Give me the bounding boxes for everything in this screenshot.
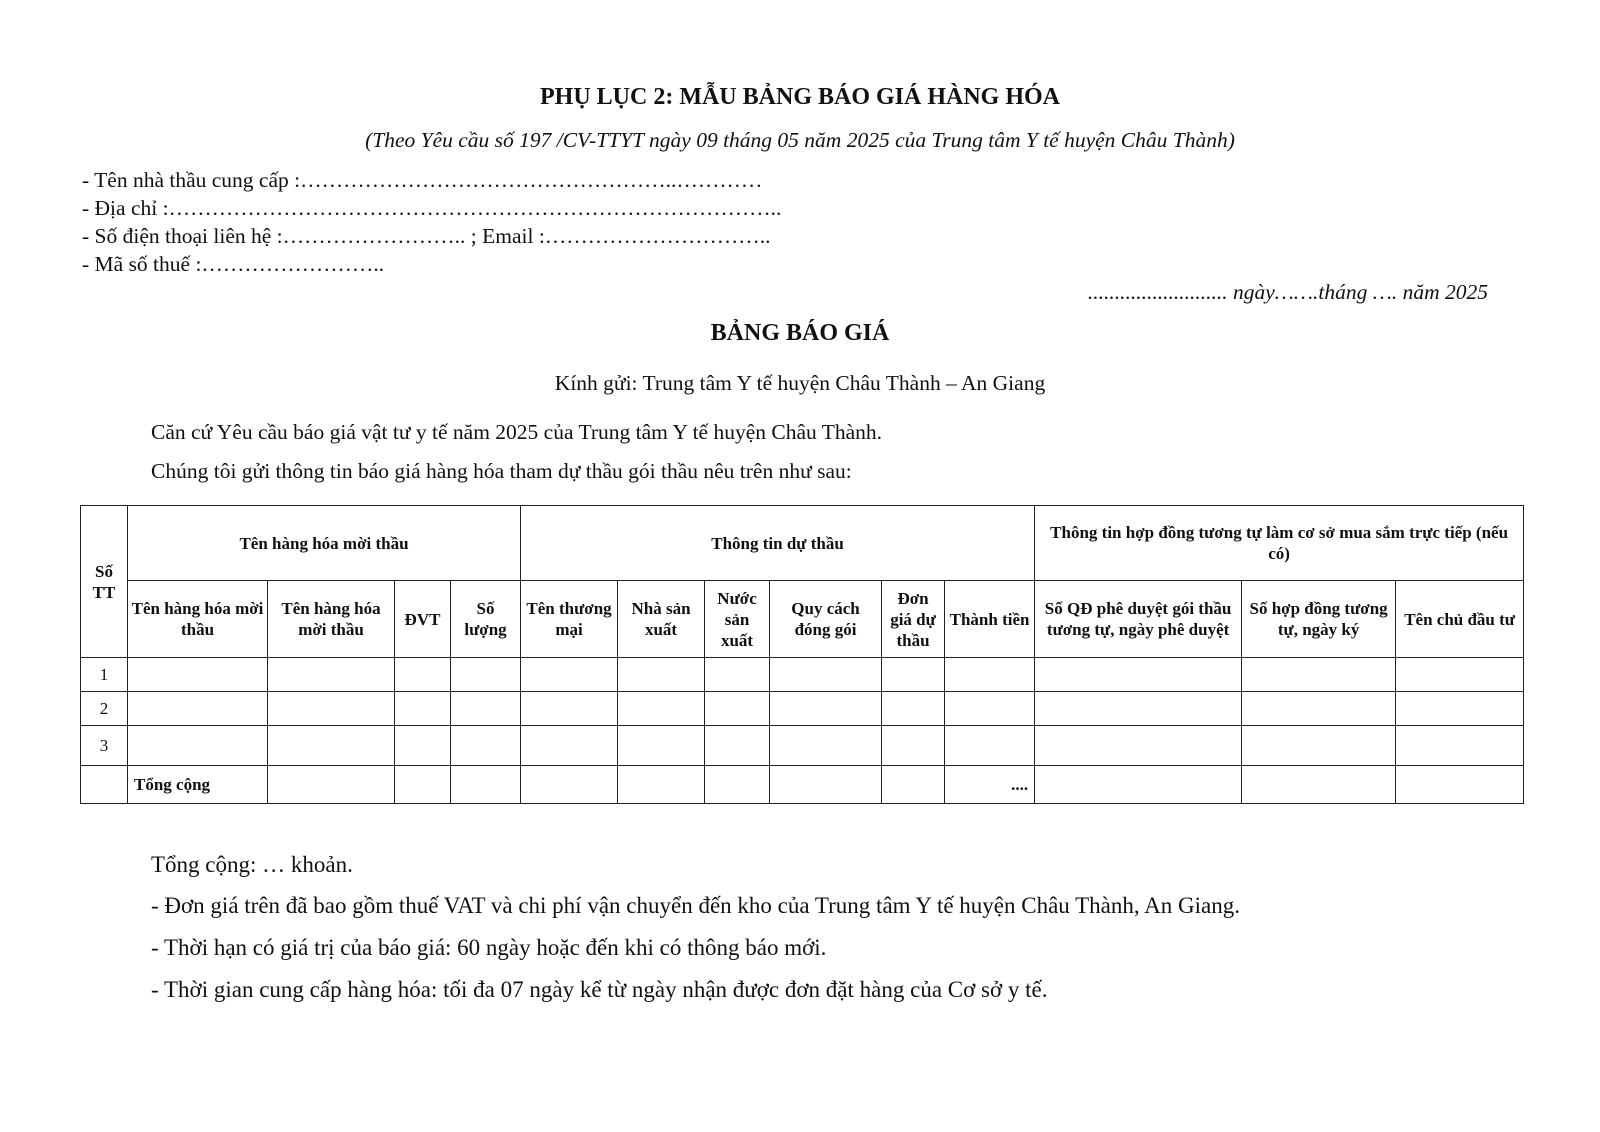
subheader-quantity: Số lượng — [451, 581, 521, 658]
table-cell[interactable] — [1242, 726, 1396, 766]
subheader-decision-number: Số QĐ phê duyệt gói thầu tương tự, ngày phê duyệt — [1035, 581, 1242, 658]
table-cell[interactable] — [395, 692, 451, 726]
table-cell[interactable] — [1035, 658, 1242, 692]
table-cell[interactable] — [705, 692, 770, 726]
table-cell[interactable] — [618, 692, 705, 726]
subheader-manufacturer: Nhà sản xuất — [618, 581, 705, 658]
note-vat: - Đơn giá trên đã bao gồm thuế VAT và chi phí vận chuyển đến kho của Trung tâm Y tế huyện Châu Thành, An Giang. — [151, 893, 1240, 918]
phone-email-field: - Số điện thoại liên hệ :…………………….. ; Email :………………………….. — [82, 224, 771, 248]
table-cell[interactable] — [268, 726, 395, 766]
table-cell[interactable] — [705, 658, 770, 692]
table-cell[interactable] — [521, 658, 618, 692]
table-cell[interactable] — [705, 726, 770, 766]
date-line: .......................... ngày…….tháng …. năm 2025 — [1087, 280, 1488, 304]
subheader-amount: Thành tiền — [945, 581, 1035, 658]
table-cell[interactable] — [618, 766, 705, 804]
bidder-name-field: - Tên nhà thầu cung cấp :……………………………………………..………… — [82, 168, 763, 192]
table-cell[interactable] — [268, 658, 395, 692]
table-cell[interactable] — [1396, 766, 1524, 804]
table-cell[interactable] — [705, 766, 770, 804]
note-total-items: Tổng cộng: … khoản. — [151, 852, 353, 877]
table-cell[interactable] — [521, 692, 618, 726]
table-cell[interactable] — [451, 692, 521, 726]
subheader-goods-name-1: Tên hàng hóa mời thầu — [128, 581, 268, 658]
table-cell[interactable] — [268, 692, 395, 726]
row-number: 3 — [81, 726, 128, 766]
table-cell[interactable] — [945, 692, 1035, 726]
intro-statement: Chúng tôi gửi thông tin báo giá hàng hóa tham dự thầu gói thầu nêu trên như sau: — [151, 459, 852, 483]
table-cell[interactable] — [1396, 692, 1524, 726]
recipient-line: Kính gửi: Trung tâm Y tế huyện Châu Thành – An Giang — [554, 371, 1046, 395]
table-cell[interactable] — [882, 658, 945, 692]
table-cell[interactable] — [268, 766, 395, 804]
table-cell[interactable] — [945, 726, 1035, 766]
subheader-unit-price: Đơn giá dự thầu — [882, 581, 945, 658]
table-cell[interactable] — [618, 658, 705, 692]
bidder-info-fields — [82, 166, 781, 278]
table-row — [81, 658, 1524, 692]
table-cell[interactable] — [770, 726, 882, 766]
header-stt: Số TT — [81, 506, 128, 658]
table-cell[interactable] — [945, 658, 1035, 692]
table-cell[interactable] — [521, 726, 618, 766]
document-title: PHỤ LỤC 2: MẪU BẢNG BÁO GIÁ HÀNG HÓA — [540, 84, 1060, 110]
table-cell[interactable] — [451, 726, 521, 766]
total-value: .... — [945, 766, 1035, 804]
table-cell[interactable] — [882, 692, 945, 726]
table-cell[interactable] — [618, 726, 705, 766]
row-number: 2 — [81, 692, 128, 726]
table-row — [81, 726, 1524, 766]
quotation-table — [80, 505, 1524, 804]
total-row — [81, 766, 1524, 804]
table-cell[interactable] — [128, 726, 268, 766]
row-number: 1 — [81, 658, 128, 692]
table-cell[interactable] — [1242, 692, 1396, 726]
intro-basis: Căn cứ Yêu cầu báo giá vật tư y tế năm 2025 của Trung tâm Y tế huyện Châu Thành. — [151, 420, 883, 444]
table-cell[interactable] — [770, 658, 882, 692]
table-cell[interactable] — [1035, 766, 1242, 804]
table-cell[interactable] — [770, 692, 882, 726]
tax-code-field: - Mã số thuế :…………………….. — [82, 252, 385, 276]
document-subtitle: (Theo Yêu cầu số 197 /CV-TTYT ngày 09 tháng 05 năm 2025 của Trung tâm Y tế huyện Châu Thành) — [365, 128, 1235, 152]
table-cell[interactable] — [1396, 658, 1524, 692]
note-validity: - Thời hạn có giá trị của báo giá: 60 ngày hoặc đến khi có thông báo mới. — [151, 935, 827, 960]
note-delivery: - Thời gian cung cấp hàng hóa: tối đa 07 ngày kể từ ngày nhận được đơn đặt hàng của Cơ sở y tế. — [151, 977, 1048, 1002]
table-cell[interactable] — [1242, 658, 1396, 692]
subheader-country: Nước sản xuất — [705, 581, 770, 658]
table-cell[interactable] — [521, 766, 618, 804]
total-label: Tổng cộng — [128, 766, 268, 804]
subheader-goods-name-2: Tên hàng hóa mời thầu — [268, 581, 395, 658]
table-cell[interactable] — [451, 766, 521, 804]
subheader-packaging: Quy cách đóng gói — [770, 581, 882, 658]
address-field: - Địa chỉ :………………………………………………………………………….. — [82, 196, 782, 220]
table-cell[interactable] — [128, 658, 268, 692]
table-cell[interactable] — [451, 658, 521, 692]
table-cell[interactable] — [128, 692, 268, 726]
subheader-trade-name: Tên thương mại — [521, 581, 618, 658]
table-cell[interactable] — [770, 766, 882, 804]
group-header-contract-info: Thông tin hợp đồng tương tự làm cơ sở mua sắm trực tiếp (nếu có) — [1035, 506, 1524, 581]
table-cell[interactable] — [1396, 726, 1524, 766]
table-cell[interactable] — [395, 766, 451, 804]
table-cell[interactable] — [1242, 766, 1396, 804]
table-row — [81, 692, 1524, 726]
group-header-goods: Tên hàng hóa mời thầu — [128, 506, 521, 581]
group-header-bid-info: Thông tin dự thầu — [521, 506, 1035, 581]
table-cell — [81, 766, 128, 804]
subheader-investor: Tên chủ đầu tư — [1396, 581, 1524, 658]
table-cell[interactable] — [882, 726, 945, 766]
table-cell[interactable] — [1035, 692, 1242, 726]
table-cell[interactable] — [882, 766, 945, 804]
table-cell[interactable] — [395, 726, 451, 766]
table-cell[interactable] — [1035, 726, 1242, 766]
quote-heading: BẢNG BÁO GIÁ — [710, 320, 890, 346]
subheader-unit: ĐVT — [395, 581, 451, 658]
subheader-contract-number: Số hợp đồng tương tự, ngày ký — [1242, 581, 1396, 658]
table-cell[interactable] — [395, 658, 451, 692]
